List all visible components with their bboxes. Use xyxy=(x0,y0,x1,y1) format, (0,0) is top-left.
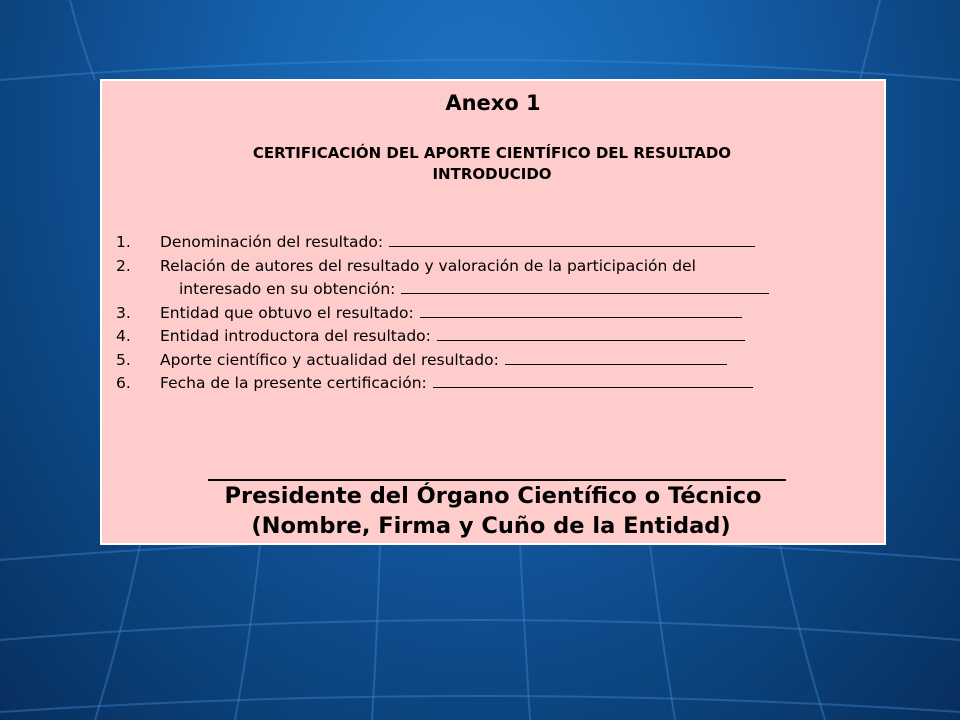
item-label: Entidad introductora del resultado: xyxy=(160,327,431,345)
certification-heading-line2: INTRODUCIDO xyxy=(432,165,552,183)
item-number: 5. xyxy=(116,350,131,369)
list-item xyxy=(116,372,816,396)
signature-title: Presidente del Órgano Científico o Técnico xyxy=(224,483,762,509)
fill-in-line[interactable] xyxy=(433,372,753,388)
signature-line[interactable] xyxy=(208,479,786,481)
list-item-continuation xyxy=(116,278,816,302)
certification-card xyxy=(100,79,886,545)
item-label: Entidad que obtuvo el resultado: xyxy=(160,303,414,322)
list-item xyxy=(116,302,816,326)
item-label: Aporte científico y actualidad del resultado: xyxy=(160,350,499,369)
annex-title: Anexo 1 xyxy=(445,91,541,115)
item-number: 4. xyxy=(116,327,131,345)
item-label: Fecha de la presente certificación: xyxy=(160,374,427,392)
item-label: Denominación del resultado: xyxy=(160,233,384,251)
item-number: 2. xyxy=(116,256,131,275)
signature-subtitle: (Nombre, Firma y Cuño de la Entidad) xyxy=(251,513,731,539)
list-item xyxy=(116,255,816,279)
fill-in-line[interactable] xyxy=(389,231,755,247)
list-item xyxy=(116,325,816,349)
field-list xyxy=(116,231,816,396)
fill-in-line[interactable] xyxy=(437,325,745,341)
list-item xyxy=(116,349,816,373)
item-number: 1. xyxy=(116,233,131,251)
fill-in-line[interactable] xyxy=(420,302,742,318)
certification-heading-line1: CERTIFICACIÓN DEL APORTE CIENTÍFICO DEL RESULTADO xyxy=(252,144,732,162)
fill-in-line[interactable] xyxy=(401,278,769,294)
item-number: 6. xyxy=(116,374,131,392)
certification-heading xyxy=(162,143,822,185)
item-label: interesado en su obtención: xyxy=(179,280,396,298)
item-number: 3. xyxy=(116,303,131,322)
item-label: Relación de autores del resultado y valoración de la participación del xyxy=(160,256,696,275)
list-item xyxy=(116,231,816,255)
fill-in-line[interactable] xyxy=(505,349,727,365)
